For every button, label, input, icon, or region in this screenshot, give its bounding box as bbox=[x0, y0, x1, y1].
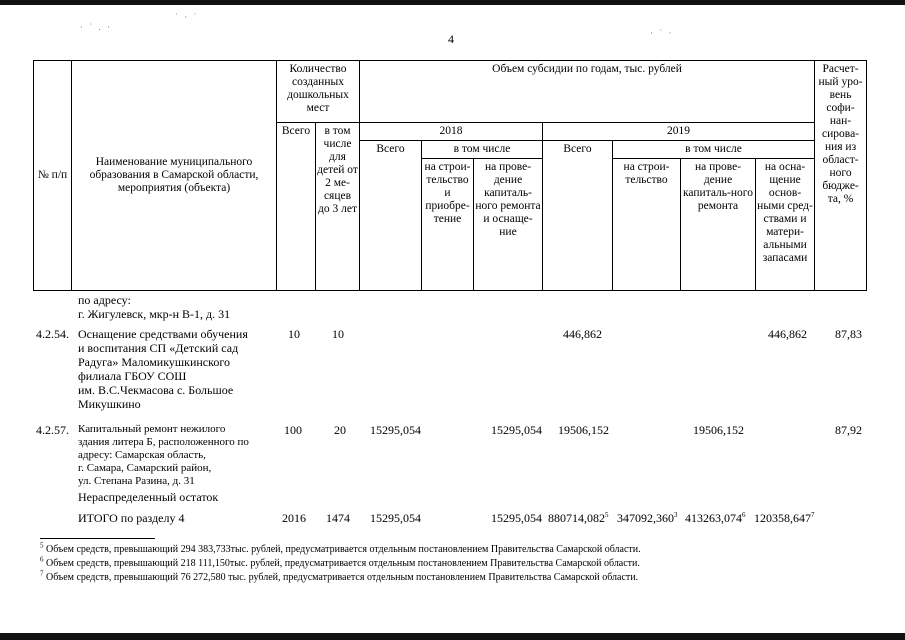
footnote: $^5$ Объем средств, превышающий 294 383,733тыс. рублей, предусматривается отдельным постановлением Правительства Самарской области. bbox=[40, 541, 641, 555]
header-year-2019: 2019 bbox=[543, 123, 815, 141]
unallocated-label: Нераспределенный остаток bbox=[78, 490, 219, 504]
total-y2019-equip: 120358,647$^7$ bbox=[754, 511, 815, 525]
y2019-total: 19506,152 bbox=[558, 423, 609, 437]
header-2018-repair: на прове-дение капиталь-ного ремонта и оснаще-ние bbox=[474, 159, 543, 291]
places-total: 100 bbox=[284, 423, 302, 437]
scan-bottom-edge bbox=[0, 633, 905, 640]
header-name: Наименование муниципального образования в Самарской области, мероприятия (объекта) bbox=[72, 61, 277, 291]
total-places: 2016 bbox=[282, 511, 306, 525]
header-2019-equip: на осна-щение основ-ными сред-ствами и матери-альными запасами bbox=[756, 159, 815, 291]
footnote: $^7$ Объем средств, превышающий 76 272,580 тыс. рублей, предусматривается отдельным постановлением Правительства Самарской области. bbox=[40, 569, 639, 583]
table-header bbox=[33, 60, 867, 291]
footnote: $^6$ Объем средств, превышающий 218 111,150тыс. рублей, предусматривается отдельным постановлением Правительства Самарской области. bbox=[40, 555, 640, 569]
header-places-infants: в том числе для детей от 2 ме-сяцев до 3 лет bbox=[316, 123, 360, 291]
total-y2019: 880714,082$^5$ bbox=[548, 511, 609, 525]
header-2019-total: Всего bbox=[543, 141, 613, 291]
y2019-equip: 446,862 bbox=[768, 327, 807, 341]
scan-noise: · ˙ . · bbox=[80, 22, 112, 32]
header-2019-incl: в том числе bbox=[613, 141, 815, 159]
header-places: Количество созданных дошкольных мест bbox=[277, 61, 360, 123]
page-number: 4 bbox=[448, 32, 454, 46]
header-no: № п/п bbox=[34, 61, 72, 291]
scan-top-edge bbox=[0, 0, 905, 5]
total-places-infants: 1474 bbox=[326, 511, 350, 525]
scan-noise: · ˙ · bbox=[650, 28, 674, 38]
header-2019-build: на строи-тельство bbox=[613, 159, 681, 291]
row-number: 4.2.54. bbox=[36, 327, 69, 341]
scan-noise: ˙ · ˙ bbox=[175, 12, 199, 22]
y2019-repair: 19506,152 bbox=[693, 423, 744, 437]
total-y2018-repair: 15295,054 bbox=[491, 511, 542, 525]
header-2018-total: Всего bbox=[360, 141, 422, 291]
y2018-repair: 15295,054 bbox=[491, 423, 542, 437]
total-y2018: 15295,054 bbox=[370, 511, 421, 525]
header-subsidy: Объем субсидии по годам, тыс. рублей bbox=[360, 61, 815, 123]
header-places-total: Всего bbox=[277, 123, 316, 291]
places-total: 10 bbox=[288, 327, 300, 341]
header-year-2018: 2018 bbox=[360, 123, 543, 141]
places-infants: 10 bbox=[332, 327, 344, 341]
header-2018-build: на строи-тельство и приобре-тение bbox=[422, 159, 474, 291]
row-number: 4.2.57. bbox=[36, 423, 69, 437]
header-rate: Расчет-ный уро-вень софи-нан-сирова-ния из област-ного бюдже-та, % bbox=[815, 61, 867, 291]
y2018-total: 15295,054 bbox=[370, 423, 421, 437]
continued-address: по адресу: г. Жигулевск, мкр-н В-1, д. 31 bbox=[78, 293, 231, 321]
places-infants: 20 bbox=[334, 423, 346, 437]
header-2019-repair: на прове-дение капиталь-ного ремонта bbox=[681, 159, 756, 291]
row-name: Оснащение средствами обучения и воспитания СП «Детский сад Радуга» Маломикушкинского филиала ГБОУ СОШ им. В.С.Чекмасова с. Большое Микушкино bbox=[78, 327, 248, 411]
total-label: ИТОГО по разделу 4 bbox=[78, 511, 185, 525]
total-y2019-repair: 413263,074$^6$ bbox=[685, 511, 746, 525]
footnote-separator bbox=[40, 538, 155, 539]
total-y2019-build: 347092,360$^3$ bbox=[617, 511, 678, 525]
row-name: Капитальный ремонт нежилого здания литера Б, расположенного по адресу: Самарская область, г. Самара, Самарский район, ул. Степана Разина, д. 31 bbox=[78, 423, 249, 487]
rate: 87,83 bbox=[835, 327, 862, 341]
header-2018-incl: в том числе bbox=[422, 141, 543, 159]
y2019-total: 446,862 bbox=[563, 327, 602, 341]
rate: 87,92 bbox=[835, 423, 862, 437]
